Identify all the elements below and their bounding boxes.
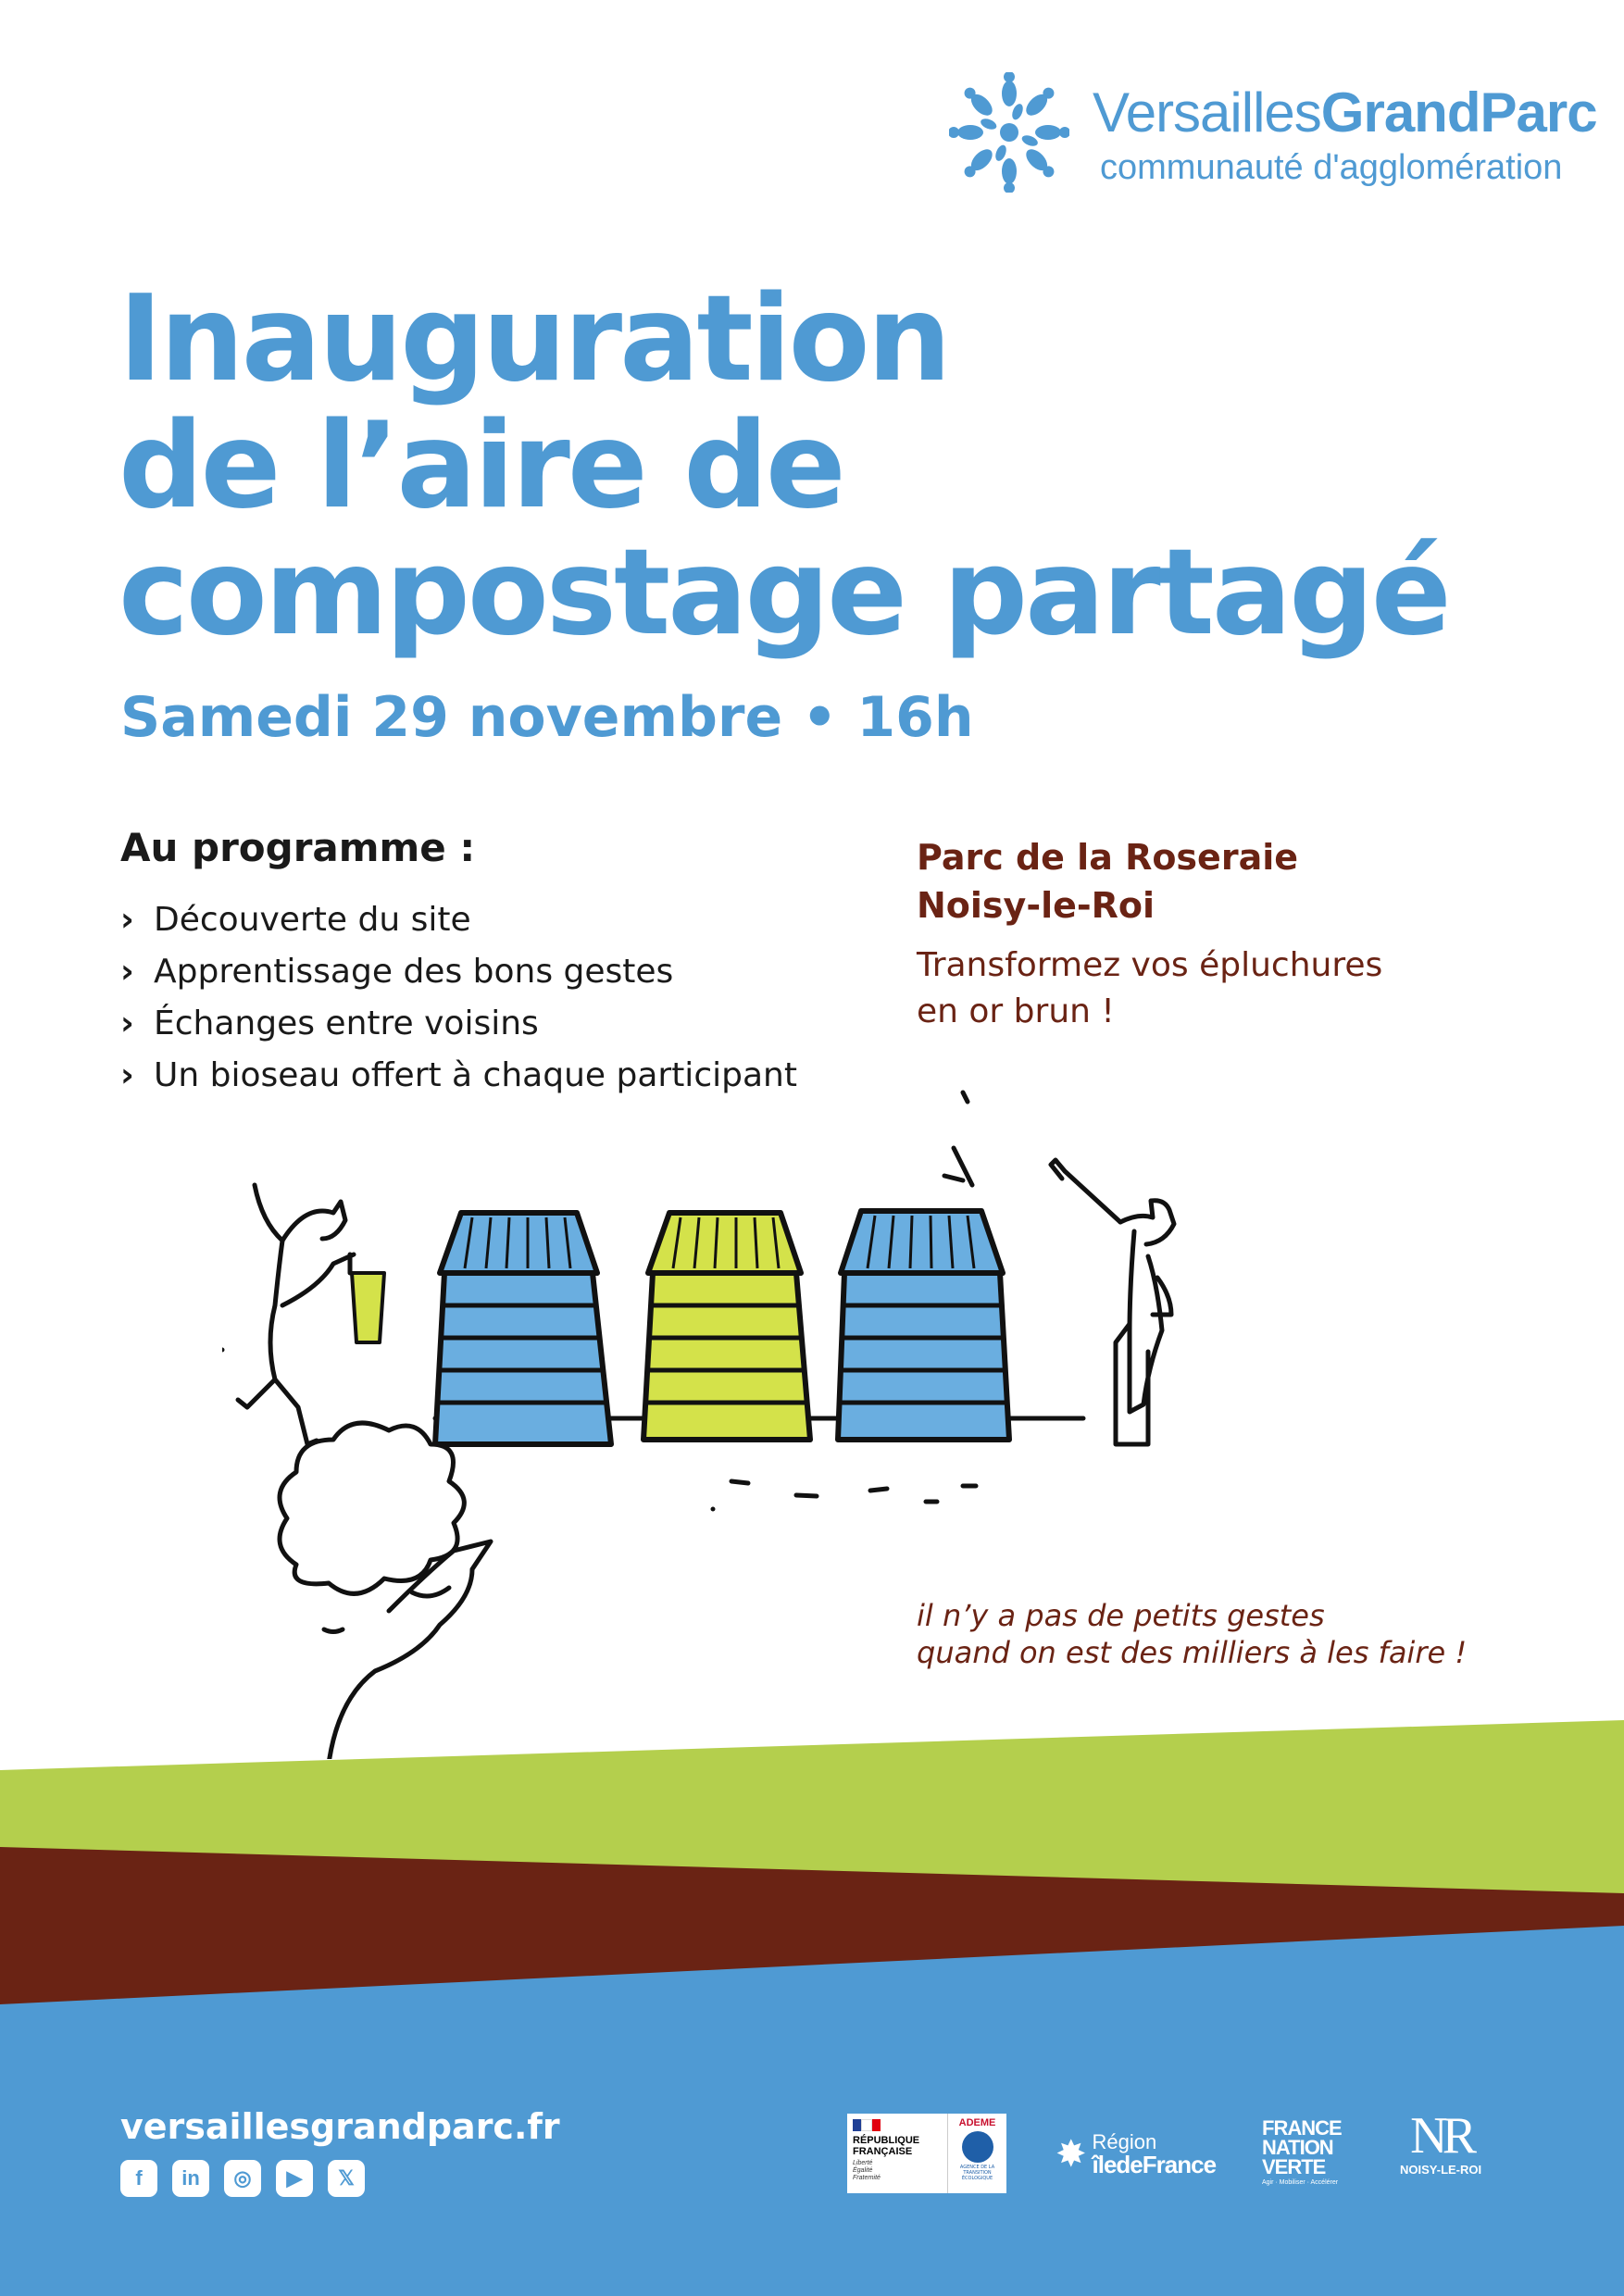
globe-icon [962, 2131, 993, 2163]
programme-item-text: Un bioseau offert à chaque participant [154, 1056, 797, 1094]
event-date: Samedi 29 novembre • 16h [120, 685, 974, 750]
ademe-name: ADEME [958, 2117, 996, 2128]
programme-item [120, 898, 797, 950]
org-name-regular: Versailles [1093, 81, 1321, 144]
programme-item [120, 1002, 797, 1054]
website-link[interactable]: versaillesgrandparc.fr [120, 2106, 560, 2147]
french-flag-icon [853, 2119, 881, 2131]
tagline-line-2: en or brun ! [917, 992, 1115, 1030]
page-title [119, 270, 1507, 662]
quote [917, 1597, 1467, 1671]
rf-motto-line-3: Fraternité [853, 2175, 881, 2181]
title-line-2: de l’aire de [119, 397, 843, 535]
org-name-bold: GrandParc [1320, 81, 1597, 144]
facebook-icon[interactable]: f [120, 2160, 157, 2197]
compost-bin-blue-2 [838, 1211, 1009, 1440]
rf-name-line-2: FRANÇAISE [853, 2146, 913, 2157]
quote-line-2: quand on est des milliers à les faire ! [917, 1635, 1468, 1670]
rf-motto [853, 2160, 943, 2182]
tagline-line-1: Transformez vos épluchures [917, 946, 1383, 984]
programme-item-text: Apprentissage des bons gestes [154, 953, 674, 991]
idf-name: îledeFrance [1092, 2151, 1217, 2178]
fnv-subtitle: Agir · Mobiliser · Accélérer [1262, 2179, 1339, 2186]
noisy-le-roi-logo [1400, 2109, 1481, 2177]
idf-region: Région [1092, 2130, 1157, 2153]
programme-item-text: Échanges entre voisins [154, 1004, 539, 1042]
programme-item [120, 950, 797, 1002]
compost-bin-yellow [643, 1213, 810, 1440]
fnv-line-2: NATION [1262, 2136, 1333, 2159]
youtube-icon[interactable]: ▶ [276, 2160, 313, 2197]
org-name [1093, 81, 1597, 144]
chevron-right-icon: › [120, 953, 134, 991]
instagram-icon[interactable]: ◎ [224, 2160, 261, 2197]
nlr-monogram: NR [1410, 2107, 1471, 2165]
rf-name-line-1: RÉPUBLIQUE [853, 2135, 920, 2146]
chevron-right-icon: › [120, 1004, 134, 1042]
quote-line-1: il n’y a pas de petits gestes [917, 1598, 1325, 1633]
fnv-line-1: FRANCE [1262, 2116, 1342, 2140]
x-icon[interactable]: 𝕏 [328, 2160, 365, 2197]
title-line-3: compostage partagé [119, 524, 1449, 662]
rf-motto-line-2: Égalité [853, 2167, 873, 2174]
linkedin-icon[interactable]: in [172, 2160, 209, 2197]
event-location [917, 833, 1298, 930]
star-icon: ✸ [1056, 2134, 1087, 2175]
rf-motto-line-1: Liberté [853, 2160, 873, 2166]
region-ile-de-france-logo [1056, 2132, 1216, 2177]
republique-francaise-ademe-logo [847, 2114, 1006, 2193]
nlr-name: NOISY-LE-ROI [1400, 2163, 1482, 2177]
social-links [120, 2160, 365, 2197]
bucket-icon [352, 1273, 384, 1342]
location-line-1: Parc de la Roseraie [917, 837, 1299, 878]
tagline [917, 942, 1382, 1035]
title-line-1: Inauguration [119, 270, 949, 408]
compost-bin-blue-1 [435, 1213, 611, 1444]
chevron-right-icon: › [120, 901, 134, 939]
chevron-right-icon: › [120, 1056, 134, 1094]
curly-hair-person [280, 1423, 491, 1759]
programme-heading: Au programme : [120, 825, 476, 870]
location-line-2: Noisy-le-Roi [917, 885, 1156, 926]
programme-item-text: Découverte du site [154, 901, 471, 939]
fnv-line-3: VERTE [1262, 2155, 1326, 2178]
versailles-grandparc-logo-icon [949, 72, 1069, 193]
running-person [222, 1185, 354, 1444]
org-subtitle: communauté d'agglomération [1100, 148, 1563, 187]
ademe-subtitle: AGENCE DE LA TRANSITION ÉCOLOGIQUE [959, 2165, 995, 2181]
france-nation-verte-logo [1262, 2118, 1342, 2186]
